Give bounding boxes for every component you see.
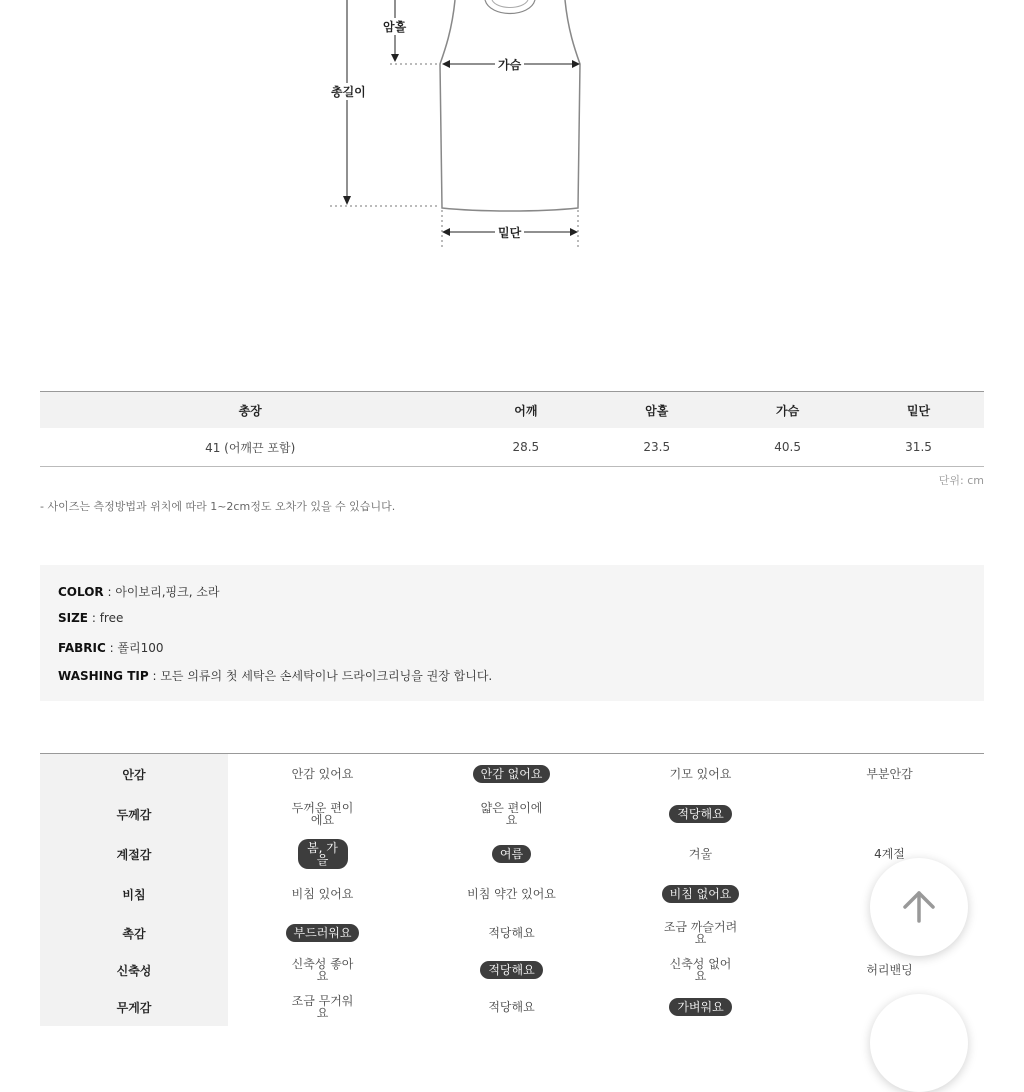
- feature-option: [228, 952, 417, 988]
- info-size-label: SIZE: [58, 611, 89, 625]
- floating-action-button[interactable]: [870, 994, 968, 1092]
- option-tag: 신축성 없어요: [669, 957, 732, 983]
- garment-outline: [0, 0, 1024, 260]
- feature-row-texture: [40, 914, 984, 952]
- feature-label: 신축성: [40, 952, 228, 988]
- label-total-length: 총길이: [328, 83, 369, 100]
- option-tag-selected: 안감 없어요: [473, 765, 551, 783]
- feature-option: [606, 754, 795, 794]
- feature-label: 촉감: [40, 914, 228, 952]
- feature-option: [606, 914, 795, 952]
- feature-label: 안감: [40, 754, 228, 794]
- cell-chest: 40.5: [722, 428, 853, 467]
- option-tag: 적당해요: [488, 1000, 535, 1014]
- option-tag: 조금 무거워요: [291, 994, 354, 1020]
- cell-hem: 31.5: [853, 428, 984, 467]
- option-tag: 안감 있어요: [291, 767, 354, 781]
- feature-option: [417, 834, 606, 874]
- feature-label: 비침: [40, 874, 228, 914]
- feature-option: [417, 754, 606, 794]
- info-fabric-label: FABRIC: [58, 641, 106, 655]
- size-table-header: [40, 392, 984, 429]
- option-tag-selected: 비침 없어요: [662, 885, 740, 903]
- cell-armhole: 23.5: [591, 428, 722, 467]
- product-info-box: [40, 565, 984, 701]
- feature-option: [228, 874, 417, 914]
- feature-option: [417, 794, 606, 834]
- size-diagram: [0, 0, 1024, 260]
- info-size-value: : free: [88, 611, 124, 625]
- feature-option: [606, 794, 795, 834]
- feature-row-weight: [40, 988, 984, 1026]
- feature-option: [795, 794, 984, 834]
- header-armhole: 암홀: [591, 392, 722, 429]
- feature-option: [417, 914, 606, 952]
- feature-option: [795, 952, 984, 988]
- option-tag: 기모 있어요: [669, 767, 732, 781]
- feature-option: [417, 874, 606, 914]
- option-tag: 신축성 좋아요: [291, 957, 354, 983]
- size-note: - 사이즈는 측정방법과 위치에 따라 1~2cm정도 오차가 있을 수 있습니다.: [40, 500, 396, 513]
- option-tag-selected: 부드러워요: [286, 924, 360, 942]
- header-shoulder: 어깨: [460, 392, 591, 429]
- cell-total-length: 41 (어깨끈 포함): [40, 428, 460, 467]
- unit-label: 단위: cm: [938, 474, 984, 487]
- option-tag: 4계절: [874, 847, 905, 861]
- header-hem: 밑단: [853, 392, 984, 429]
- feature-row-lining: [40, 754, 984, 794]
- option-tag: 허리밴딩: [866, 963, 913, 977]
- feature-option: [228, 834, 417, 874]
- label-chest: 가슴: [495, 56, 524, 73]
- option-tag: 비침 약간 있어요: [467, 887, 556, 901]
- info-washing: [58, 667, 492, 684]
- info-washing-value: : 모든 의류의 첫 세탁은 손세탁이나 드라이크리닝을 권장 합니다.: [148, 669, 493, 683]
- option-tag: 겨울: [688, 847, 713, 861]
- info-fabric: [58, 639, 164, 656]
- info-washing-label: WASHING TIP: [58, 669, 149, 683]
- option-tag: 적당해요: [488, 926, 535, 940]
- info-size: [58, 611, 123, 625]
- option-tag: 두꺼운 편이에요: [291, 801, 354, 827]
- option-tag-selected: 적당해요: [669, 805, 731, 823]
- feature-label: 두께감: [40, 794, 228, 834]
- feature-option: [417, 952, 606, 988]
- feature-row-season: [40, 834, 984, 874]
- option-tag-selected: 가벼워요: [669, 998, 731, 1016]
- scroll-top-button[interactable]: [870, 858, 968, 956]
- info-color-label: COLOR: [58, 585, 104, 599]
- feature-label: 무게감: [40, 988, 228, 1026]
- feature-option: [795, 754, 984, 794]
- feature-option: [606, 988, 795, 1026]
- feature-option: [228, 794, 417, 834]
- label-armhole: 암홀: [380, 18, 409, 35]
- info-color: [58, 583, 220, 600]
- feature-table: [40, 753, 984, 1020]
- header-chest: 가슴: [722, 392, 853, 429]
- option-tag-selected: 봄, 가을: [298, 839, 348, 869]
- option-tag: 부분안감: [866, 767, 913, 781]
- feature-option: [228, 914, 417, 952]
- feature-row-thickness: [40, 794, 984, 834]
- feature-row-sheerness: [40, 874, 984, 914]
- feature-option: [606, 834, 795, 874]
- feature-option: [228, 988, 417, 1026]
- feature-row-stretch: [40, 952, 984, 988]
- option-tag-selected: 적당해요: [480, 961, 542, 979]
- option-tag-selected: 여름: [492, 845, 531, 863]
- header-total-length: 총장: [40, 392, 460, 429]
- info-color-value: : 아이보리,핑크, 소라: [103, 585, 220, 599]
- cell-shoulder: 28.5: [460, 428, 591, 467]
- feature-option: [606, 952, 795, 988]
- size-table: [40, 391, 984, 467]
- table-row: [40, 428, 984, 467]
- option-tag: 얇은 편이에요: [480, 801, 543, 827]
- feature-option: [606, 874, 795, 914]
- option-tag: 비침 있어요: [291, 887, 354, 901]
- option-tag: 조금 까슬거려요: [663, 920, 738, 946]
- feature-option: [228, 754, 417, 794]
- info-fabric-value: : 폴리100: [105, 641, 164, 655]
- label-hem: 밑단: [495, 224, 524, 241]
- feature-label: 계절감: [40, 834, 228, 874]
- feature-option: [417, 988, 606, 1026]
- option-tag: [882, 811, 898, 817]
- arrow-up-icon: [899, 887, 939, 927]
